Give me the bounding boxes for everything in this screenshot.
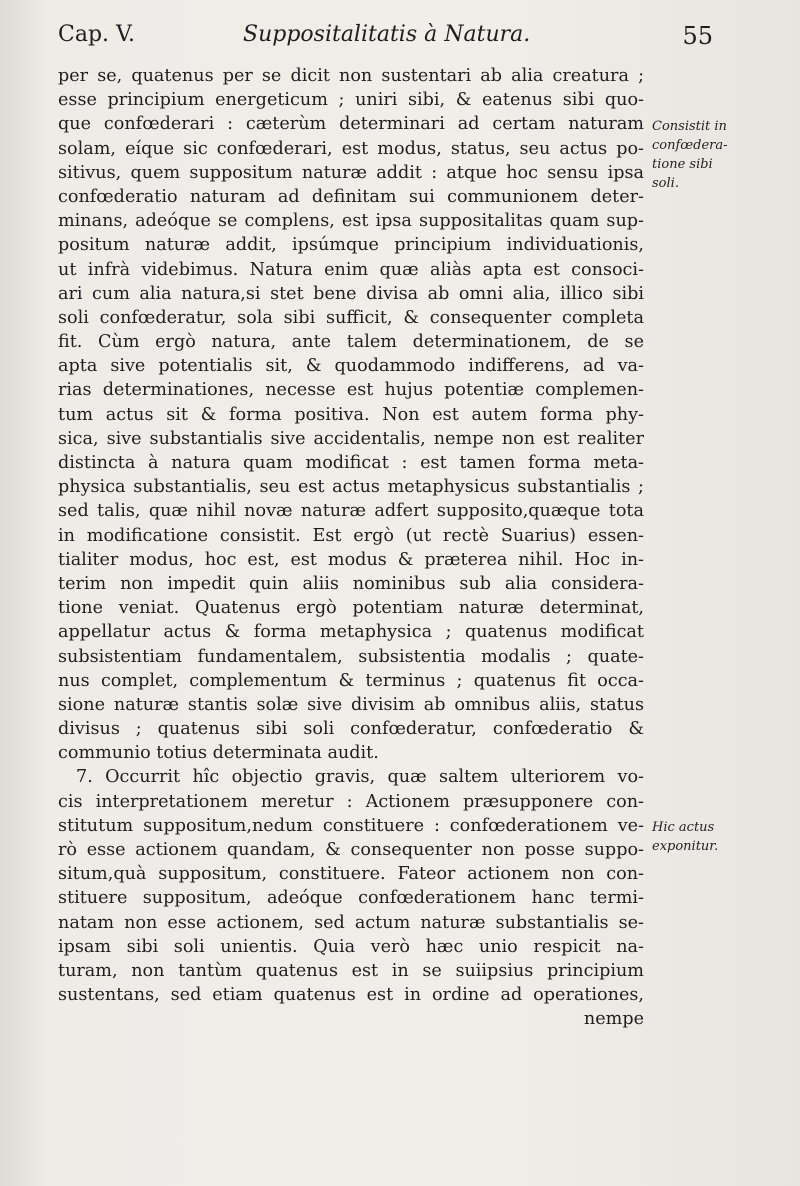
text-line: physica substantialis, seu est actus metaphysicus substantialis ; (58, 477, 644, 498)
text-line: in modificatione consistit. Est ergò (ut rectè Suarius) essen- (58, 525, 644, 546)
margin-note-line: tione sibi (652, 157, 713, 172)
body-text (58, 64, 644, 1032)
text-line: terim non impedit quin aliis nominibus sub alia considera- (58, 573, 644, 594)
text-line: ut infrà videbimus. Natura enim quæ aliàs apta est consoci- (58, 259, 644, 280)
text-line: distincta à natura quam modificat : est tamen forma meta- (58, 453, 644, 473)
text-line: solam, eíque sic confœderari, est modus, status, seu actus po- (58, 138, 644, 159)
text-line: positum naturæ addit, ipsúmque principium individuationis, (58, 235, 644, 256)
text-line: tialiter modus, hoc est, est modus & præterea nihil. Hoc in- (58, 549, 644, 570)
text-line: esse principium energeticum ; uniri sibi, & eatenus sibi quo- (58, 90, 644, 111)
text-line: ipsam sibi soli unientis. Quia verò hæc unio respicit na- (58, 936, 644, 957)
margin-note-line: soli. (652, 176, 679, 191)
text-line: stituere suppositum, adeóque confœderationem hanc termi- (58, 888, 644, 909)
text-line: tum actus sit & forma positiva. Non est autem forma phy- (58, 404, 644, 425)
text-line: turam, non tantùm quatenus est in se suiipsius principium (58, 960, 644, 981)
running-title: Suppositalitatis à Natura. (243, 22, 531, 47)
text-line: tione veniat. Quatenus ergò potentiam naturæ determinat, (58, 598, 644, 619)
page-number: 55 (682, 22, 713, 50)
chapter-label: Cap. V. (58, 22, 136, 47)
text-line: apta sive potentialis sit, & quodammodo indifferens, ad va- (58, 356, 644, 377)
text-line: natam non esse actionem, sed actum naturæ substantialis se- (58, 912, 644, 933)
text-line: soli confœderatur, sola sibi sufficit, & consequenter completa (58, 307, 644, 328)
text-line: confœderatio naturam ad definitam sui communionem deter- (58, 186, 644, 207)
text-line: cis interpretationem meretur : Actionem præsupponere con- (58, 791, 644, 812)
text-line: sustentans, sed etiam quatenus est in ordine ad operationes, (58, 985, 644, 1006)
text-line: situm,quà suppositum, constituere. Fateor actionem non con- (58, 864, 644, 885)
text-line: per se, quatenus per se dicit non sustentari ab alia creatura ; (58, 66, 644, 86)
margin-note-line: confœdera- (652, 138, 728, 153)
margin-note-line: Consistit in (652, 119, 727, 134)
margin-note-1 (652, 117, 752, 193)
text-line: 7. Occurrit hîc objectio gravis, quæ saltem ulteriorem vo- (76, 767, 644, 788)
text-line: sitivus, quem suppositum naturæ addit : atque hoc sensu ipsa (58, 162, 644, 183)
text-line: appellatur actus & forma metaphysica ; quatenus modificat (58, 622, 644, 643)
text-line: que confœderari : cæterùm determinari ad certam naturam (58, 114, 644, 135)
margin-note-2 (652, 818, 752, 856)
margin-note-line: exponitur. (652, 839, 719, 854)
text-line: nus complet, complementum & terminus ; quatenus fit occa- (58, 670, 644, 691)
text-line: sione naturæ stantis solæ sive divisim ab omnibus aliis, status (58, 694, 644, 715)
text-line: rò esse actionem quandam, & consequenter non posse suppo- (58, 840, 644, 860)
text-line: ari cum alia natura,si stet bene divisa ab omni alia, illico sibi (58, 283, 644, 304)
text-line: sica, sive substantialis sive accidentalis, nempe non est realiter (58, 428, 644, 449)
text-line: minans, adeóque se complens, est ipsa suppositalitas quam sup- (58, 211, 644, 232)
text-line: rias determinationes, necesse est hujus potentiæ complemen- (58, 380, 644, 401)
text-line: divisus ; quatenus sibi soli confœderatur, confœderatio & (58, 719, 644, 740)
running-head (58, 22, 713, 62)
margin-note-line: Hic actus (652, 820, 715, 835)
text-line: communio totius determinata audit. (58, 743, 379, 764)
catchword: nempe (583, 1009, 644, 1030)
text-line: fit. Cùm ergò natura, ante talem determinationem, de se (58, 332, 644, 353)
text-line: subsistentiam fundamentalem, subsistentia modalis ; quate- (58, 646, 644, 667)
text-line: stitutum suppositum,nedum constituere : confœderationem ve- (58, 815, 644, 836)
text-line: sed talis, quæ nihil novæ naturæ adfert supposito,quæque tota (58, 501, 644, 522)
